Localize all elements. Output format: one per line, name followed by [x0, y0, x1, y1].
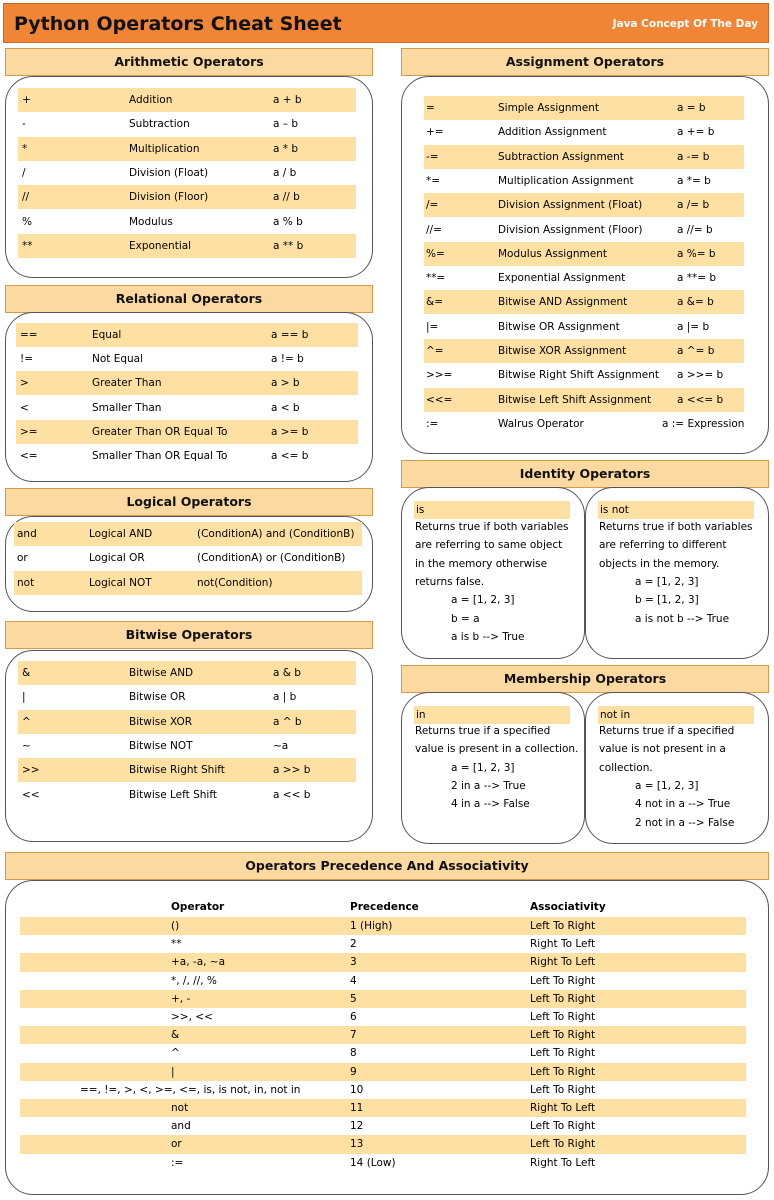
arithmetic-title: Arithmetic Operators [5, 48, 373, 76]
membership-in-example: 4 in a --> False [451, 798, 530, 811]
membership-in-example: a = [1, 2, 3] [451, 761, 515, 774]
membership-in-operator: in [414, 706, 570, 724]
operator-name: Logical NOT [89, 576, 152, 589]
precedence-operator: () [171, 920, 180, 932]
operator-symbol: >> [22, 764, 40, 777]
precedence-operator: ^ [171, 1047, 180, 1060]
precedence-operator: := [171, 1156, 184, 1169]
brand-name: Java Concept Of The Day [612, 18, 758, 30]
arithmetic-row [18, 112, 356, 136]
precedence-row [20, 990, 746, 1008]
identity-is-description: Returns true if both variables [415, 521, 569, 533]
relational-row [16, 371, 358, 395]
operator-symbol: <= [20, 450, 38, 462]
operator-symbol: ** [22, 239, 33, 252]
membership-not-in-example: 4 not in a --> True [635, 798, 731, 811]
operator-symbol: * [22, 142, 28, 155]
assignment-row [424, 388, 744, 412]
assignment-row [424, 169, 744, 193]
precedence-operator: ** [171, 938, 182, 951]
assignment-row [424, 290, 744, 314]
operator-name: Bitwise OR [129, 691, 186, 704]
operator-name: Bitwise OR Assignment [498, 320, 620, 333]
operator-name: Division (Float) [129, 166, 209, 179]
bitwise-row [18, 758, 356, 782]
operator-example: a /= b [677, 199, 710, 212]
arithmetic-row [18, 234, 356, 258]
operator-name: Smaller Than OR Equal To [92, 450, 228, 462]
operator-name: Logical OR [89, 552, 145, 565]
precedence-associativity: Left To Right [530, 1120, 596, 1133]
operator-name: Bitwise AND [129, 667, 194, 679]
header-bar [3, 3, 769, 43]
identity-is-not-example: a is not b --> True [635, 612, 730, 625]
assignment-title: Assignment Operators [401, 48, 769, 76]
precedence-operator: *, /, //, % [171, 974, 217, 987]
bitwise-row [18, 710, 356, 734]
operator-name: Division Assignment (Floor) [498, 223, 643, 236]
operator-symbol: >>= [426, 369, 453, 382]
operator-name: Greater Than [92, 377, 162, 390]
operator-name: Bitwise XOR [129, 715, 193, 728]
assignment-row [424, 266, 744, 290]
precedence-associativity: Right To Left [530, 956, 596, 969]
operator-example: (ConditionA) and (ConditionB) [197, 528, 355, 540]
operator-symbol: - [22, 118, 26, 131]
relational-row [16, 323, 358, 347]
precedence-associativity: Left To Right [530, 1029, 596, 1042]
precedence-level: 12 [350, 1120, 364, 1133]
operator-name: Exponential Assignment [498, 272, 626, 285]
membership-in-example: 2 in a --> True [451, 779, 526, 792]
operator-symbol: >= [20, 425, 38, 438]
identity-is-not-example: a = [1, 2, 3] [635, 575, 699, 588]
operator-symbol: or [17, 552, 28, 565]
operator-name: Not Equal [92, 353, 144, 366]
identity-is-description: in the memory otherwise [415, 557, 548, 570]
operator-symbol: + [22, 94, 31, 106]
assignment-row [424, 193, 744, 217]
precedence-associativity: Left To Right [530, 992, 596, 1005]
logical-row [14, 546, 362, 570]
operator-example: a ** b [273, 239, 304, 252]
operator-name: Walrus Operator [498, 417, 584, 430]
membership-not-in-example: 2 not in a --> False [635, 816, 735, 829]
membership-not-in-operator: not in [598, 706, 754, 724]
precedence-row [20, 1008, 746, 1026]
operator-name: Logical AND [89, 528, 153, 540]
precedence-operator: +a, -a, ~a [171, 956, 226, 969]
operator-name: Simple Assignment [498, 102, 600, 114]
precedence-operator: >>, << [171, 1011, 213, 1023]
operator-example: a * b [273, 142, 299, 155]
operator-symbol: &= [426, 296, 443, 309]
operator-symbol: > [20, 377, 29, 390]
operator-name: Bitwise Left Shift Assignment [498, 393, 652, 406]
precedence-associativity: Left To Right [530, 1011, 596, 1023]
operator-example: a := Expression [662, 417, 745, 430]
operator-name: Bitwise AND Assignment [498, 296, 628, 309]
precedence-associativity: Right To Left [530, 1156, 596, 1169]
precedence-operator: & [171, 1029, 180, 1042]
precedence-level: 3 [350, 956, 357, 969]
operator-name: Bitwise Left Shift [129, 788, 217, 801]
membership-title: Membership Operators [401, 665, 769, 693]
identity-is-operator: is [414, 501, 570, 519]
relational-row [16, 420, 358, 444]
precedence-row [20, 1099, 746, 1117]
operator-example: a % b [273, 215, 303, 228]
operator-name: Bitwise XOR Assignment [498, 345, 627, 357]
identity-is-not-description: objects in the memory. [599, 557, 720, 570]
logical-row [14, 571, 362, 595]
relational-title: Relational Operators [5, 285, 373, 313]
operator-example: a // b [273, 191, 300, 204]
precedence-row [20, 935, 746, 953]
precedence-operator: and [171, 1120, 191, 1133]
precedence-operator: +, - [171, 992, 191, 1005]
operator-name: Multiplication [129, 142, 200, 155]
operator-symbol: ^ [22, 715, 31, 728]
operator-symbol: *= [426, 174, 441, 187]
membership-not-in-description: value is not present in a [599, 743, 726, 756]
operator-example: a != b [271, 353, 304, 366]
operator-symbol: <<= [426, 393, 453, 406]
identity-is-not-operator: is not [598, 501, 754, 519]
operator-example: a += b [677, 126, 715, 139]
precedence-associativity: Left To Right [530, 1047, 596, 1060]
operator-symbol: != [20, 353, 34, 366]
operator-example: not(Condition) [197, 576, 273, 589]
operator-name: Modulus Assignment [498, 247, 608, 260]
precedence-row [20, 1154, 746, 1172]
operator-symbol: /= [426, 199, 439, 212]
operator-example: a <= b [271, 450, 309, 462]
bitwise-row [18, 661, 356, 685]
operator-symbol: %= [426, 247, 445, 260]
precedence-associativity: Left To Right [530, 1065, 596, 1078]
operator-example: a //= b [677, 223, 713, 236]
precedence-level: 7 [350, 1029, 357, 1042]
operator-name: Exponential [129, 239, 192, 252]
operator-example: a – b [273, 118, 299, 131]
assignment-row [424, 363, 744, 387]
precedence-level: 5 [350, 992, 357, 1005]
operator-symbol: |= [426, 320, 439, 333]
operator-name: Subtraction [129, 118, 190, 131]
operator-example: a %= b [677, 247, 716, 260]
membership-in-description: Returns true if a specified [415, 725, 551, 737]
assignment-row [424, 120, 744, 144]
identity-is-example: a is b --> True [451, 630, 525, 643]
header-associativity: Associativity [530, 901, 606, 913]
operator-name: Division (Floor) [129, 191, 209, 204]
arithmetic-row [18, 210, 356, 234]
assignment-row [424, 242, 744, 266]
operator-example: a == b [271, 329, 309, 341]
arithmetic-row [18, 88, 356, 112]
identity-is-not-description: Returns true if both variables [599, 521, 753, 533]
operator-example: a -= b [677, 150, 710, 163]
operator-symbol: = [426, 102, 435, 114]
identity-is-not-example: b = [1, 2, 3] [635, 594, 699, 607]
operator-example: a ^ b [273, 715, 302, 728]
header-operator: Operator [171, 901, 225, 913]
operator-name: Subtraction Assignment [498, 150, 624, 163]
operator-example: a ^= b [677, 345, 715, 357]
assignment-row [424, 218, 744, 242]
relational-row [16, 444, 358, 468]
operator-example: a + b [273, 94, 302, 106]
assignment-row [424, 315, 744, 339]
membership-not-in-example: a = [1, 2, 3] [635, 779, 699, 792]
precedence-operator: | [171, 1065, 175, 1078]
precedence-row [20, 1044, 746, 1062]
operator-example: a << b [273, 788, 311, 801]
operator-example: a >= b [271, 425, 309, 438]
identity-is-example: b = a [451, 612, 480, 625]
operator-example: a *= b [677, 174, 711, 187]
precedence-title: Operators Precedence And Associativity [5, 852, 769, 880]
identity-is-example: a = [1, 2, 3] [451, 594, 515, 607]
relational-row [16, 396, 358, 420]
operator-example: a >> b [273, 764, 311, 777]
operator-example: a / b [273, 166, 297, 179]
precedence-associativity: Right To Left [530, 938, 596, 951]
operator-symbol: ^= [426, 345, 444, 357]
operator-example: a **= b [677, 272, 717, 285]
operator-example: a | b [273, 691, 297, 704]
precedence-level: 10 [350, 1083, 364, 1096]
identity-is-not-description: are referring to different [599, 539, 727, 552]
precedence-operator: or [171, 1138, 182, 1151]
assignment-row [424, 96, 744, 120]
precedence-row [20, 1063, 746, 1081]
bitwise-title: Bitwise Operators [5, 621, 373, 649]
operator-symbol: += [426, 126, 444, 139]
operator-symbol: | [22, 691, 26, 704]
operator-example: a & b [273, 667, 301, 679]
precedence-row [20, 1135, 746, 1153]
membership-not-in-description: Returns true if a specified [599, 725, 735, 737]
precedence-row [20, 953, 746, 971]
membership-in-description: value is present in a collection. [415, 743, 579, 756]
precedence-level: 9 [350, 1065, 357, 1078]
precedence-row [20, 1117, 746, 1135]
bitwise-row [18, 783, 356, 807]
precedence-level: 1 (High) [350, 920, 393, 932]
precedence-row [20, 972, 746, 990]
arithmetic-row [18, 185, 356, 209]
precedence-level: 2 [350, 938, 357, 951]
operator-symbol: // [22, 191, 30, 204]
operator-name: Equal [92, 329, 122, 341]
operator-symbol: == [20, 329, 38, 341]
precedence-level: 4 [350, 974, 357, 987]
precedence-associativity: Left To Right [530, 1138, 596, 1151]
operator-name: Addition [129, 94, 173, 106]
operator-example: a = b [677, 102, 706, 114]
operator-symbol: < [20, 401, 29, 414]
operator-name: Bitwise Right Shift [129, 764, 225, 777]
operator-example: a |= b [677, 320, 710, 333]
operator-symbol: << [22, 788, 40, 801]
relational-row [16, 347, 358, 371]
page-title: Python Operators Cheat Sheet [14, 13, 342, 35]
operator-name: Bitwise NOT [129, 739, 193, 752]
operator-example: a &= b [677, 296, 714, 309]
precedence-operator: not [171, 1102, 189, 1114]
precedence-associativity: Right To Left [530, 1102, 596, 1114]
operator-symbol: / [22, 166, 26, 179]
membership-not-in-description: collection. [599, 761, 653, 774]
logical-title: Logical Operators [5, 488, 373, 516]
operator-name: Multiplication Assignment [498, 174, 634, 187]
operator-name: Smaller Than [92, 401, 162, 414]
assignment-row [424, 339, 744, 363]
precedence-level: 8 [350, 1047, 357, 1060]
precedence-associativity: Left To Right [530, 920, 596, 932]
precedence-associativity: Left To Right [530, 974, 596, 987]
operator-symbol: //= [426, 223, 442, 236]
logical-row [14, 522, 362, 546]
operator-symbol: **= [426, 272, 446, 285]
operator-name: Division Assignment (Float) [498, 199, 643, 212]
arithmetic-row [18, 161, 356, 185]
precedence-row [20, 1081, 746, 1099]
precedence-level: 6 [350, 1011, 357, 1023]
operator-symbol: and [17, 528, 37, 540]
operator-example: a > b [271, 377, 300, 390]
precedence-level: 14 (Low) [350, 1156, 396, 1169]
precedence-row [20, 917, 746, 935]
operator-example: a >>= b [677, 369, 724, 382]
precedence-level: 11 [350, 1102, 364, 1114]
identity-is-description: returns false. [415, 575, 485, 588]
precedence-level: 13 [350, 1138, 364, 1151]
operator-symbol: not [17, 576, 35, 589]
operator-symbol: & [22, 667, 31, 679]
header-precedence: Precedence [350, 901, 419, 913]
operator-symbol: := [426, 417, 439, 430]
operator-name: Addition Assignment [498, 126, 607, 139]
operator-example: ~a [273, 739, 289, 752]
precedence-row [20, 1026, 746, 1044]
operator-name: Greater Than OR Equal To [92, 425, 228, 438]
operator-symbol: -= [426, 150, 439, 163]
operator-name: Bitwise Right Shift Assignment [498, 369, 660, 382]
operator-name: Modulus [129, 215, 173, 228]
arithmetic-row [18, 137, 356, 161]
bitwise-row [18, 685, 356, 709]
identity-title: Identity Operators [401, 460, 769, 488]
operator-symbol: % [22, 215, 32, 228]
operator-symbol: ~ [22, 739, 31, 752]
bitwise-row [18, 734, 356, 758]
precedence-operator: ==, !=, >, <, >=, <=, is, is not, in, not in [80, 1083, 301, 1096]
assignment-row [424, 145, 744, 169]
operator-example: a <<= b [677, 393, 724, 406]
operator-example: (ConditionA) or (ConditionB) [197, 552, 346, 565]
identity-is-description: are referring to same object [415, 539, 563, 552]
assignment-row [424, 412, 744, 436]
operator-example: a < b [271, 401, 300, 414]
precedence-associativity: Left To Right [530, 1083, 596, 1096]
